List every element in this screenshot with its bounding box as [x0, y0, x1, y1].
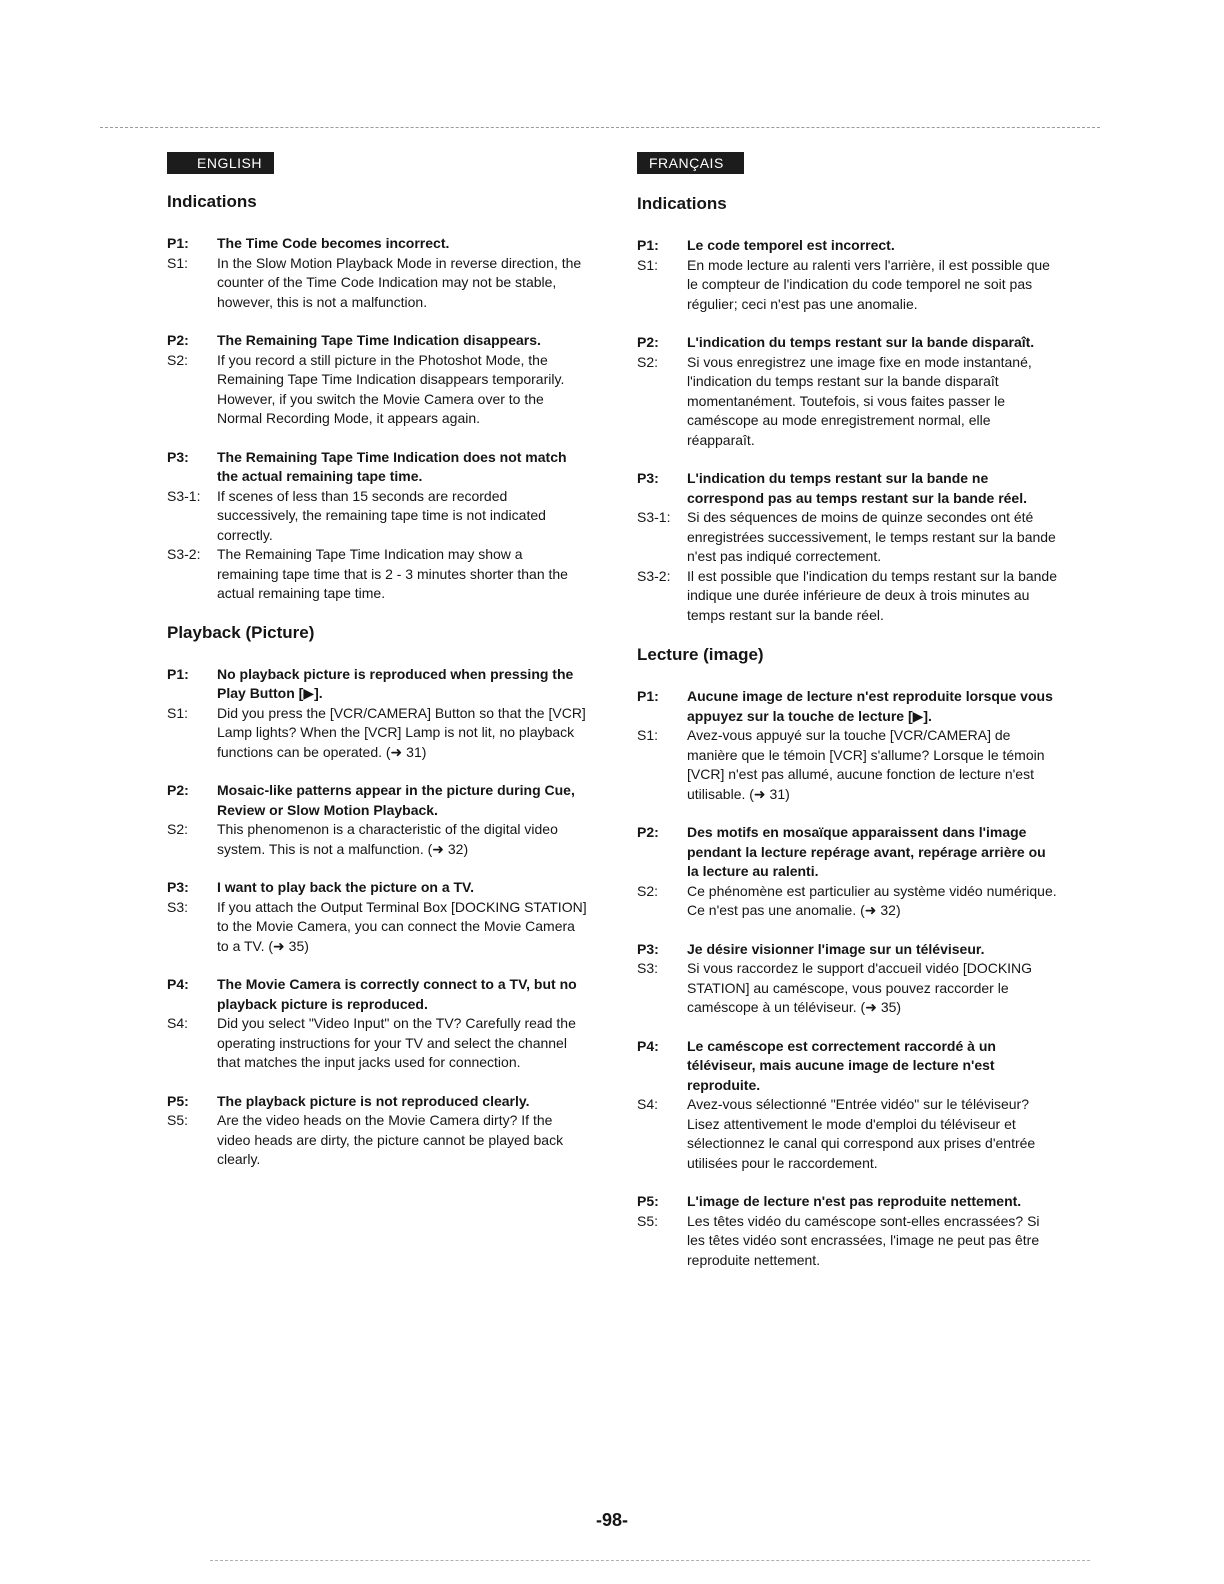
section-title: Lecture (image) [637, 645, 764, 664]
section [637, 645, 1057, 1270]
bottom-rule [210, 1560, 1090, 1561]
problem-text: The Remaining Tape Time Indication disappears. [217, 332, 541, 348]
problem-item [637, 940, 1057, 1018]
section-title: Playback (Picture) [167, 622, 315, 642]
problem-code: P5: [167, 1092, 189, 1109]
solution-text: Si vous enregistrez une image fixe en mode instantané, l'indication du temps restant sur la bande disparaît momentanément. Toutefois, si vous faites passer le caméscope au mode enregistrement normal, elle réapparaît. [687, 353, 1032, 448]
language-tab-french: FRANÇAIS [637, 152, 744, 174]
solution-text: Les têtes vidéo du caméscope sont-elles encrassées? Si les têtes vidéo sont encrassées, l'image ne peut pas être reproduite nettement. [687, 1212, 1040, 1268]
problem-row [167, 975, 587, 1014]
problem-row [167, 234, 587, 254]
solution-text: Il est possible que l'indication du temps restant sur la bande indique une durée inférieure de deux à trois minutes au temps restant sur la bande réel. [687, 567, 1058, 623]
solution-row [167, 1014, 587, 1073]
solution-code: S1: [637, 256, 659, 273]
problem-item [637, 1192, 1057, 1270]
solution-code: S1: [167, 704, 189, 721]
solution-text: This phenomenon is a characteristic of the digital video system. This is not a malfunction. (➜ 32) [217, 821, 558, 857]
section [637, 194, 1057, 625]
problem-text: Le caméscope est correctement raccordé à un téléviseur, mais aucune image de lecture n'est reproduite. [687, 1037, 996, 1093]
solution-text: Si vous raccordez le support d'accueil vidéo [DOCKING STATION] au caméscope, vous pouvez raccorder le caméscope à un téléviseur. (➜ 35) [687, 960, 1033, 1015]
problem-row [167, 781, 587, 820]
solution-row [167, 254, 587, 313]
problem-code: P2: [167, 782, 189, 798]
solution-row [167, 820, 587, 859]
problem-row [167, 1092, 587, 1112]
page-number: -98- [595, 1510, 628, 1530]
problem-code: P4: [167, 976, 189, 992]
problem-code: P1: [637, 688, 659, 704]
solution-row [167, 545, 587, 604]
problem-row [167, 665, 587, 704]
solution-text: The Remaining Tape Time Indication may show a remaining tape time that is 2 - 3 minutes shorter than the actual remaining tape time. [217, 546, 568, 601]
solution-code: S2: [167, 351, 189, 368]
problem-code: P5: [637, 1193, 659, 1209]
problem-item [637, 469, 1057, 625]
solution-row [167, 704, 587, 763]
section [167, 623, 587, 1170]
problem-item [637, 1037, 1057, 1174]
problem-row [637, 236, 1057, 256]
problem-item [167, 975, 587, 1073]
solution-text: If you record a still picture in the Photoshot Mode, the Remaining Tape Time Indication disappears temporarily. However, if you switch the Movie Camera over to the Normal Recording Mode, it appears again. [217, 351, 565, 426]
problem-code: P3: [167, 448, 189, 465]
problem-row [637, 1037, 1057, 1096]
problem-row [167, 448, 587, 487]
problem-text: L'indication du temps restant sur la bande disparaît. [687, 334, 1035, 350]
problem-row [637, 687, 1057, 726]
problem-text: The Movie Camera is correctly connect to a TV, but no playback picture is reproduced. [217, 976, 577, 1012]
problem-code: P2: [637, 824, 659, 840]
problem-text: Des motifs en mosaïque apparaissent dans l'image pendant la lecture repérage avant, repérage arrière ou la lecture au ralenti. [687, 824, 1046, 879]
solution-code: S1: [637, 727, 659, 743]
problem-code: P3: [637, 470, 659, 486]
problem-text: Mosaic-like patterns appear in the picture during Cue, Review or Slow Motion Playback. [217, 782, 575, 818]
solution-text: Si des séquences de moins de quinze secondes ont été enregistrées successivement, le temps restant sur la bande n'est pas indiqué correctement. [687, 509, 1056, 564]
problem-row [637, 823, 1057, 882]
solution-code: S3-2: [167, 546, 201, 562]
problem-item [637, 236, 1057, 314]
solution-row [167, 351, 587, 429]
section-title: Indications [167, 192, 257, 211]
solution-row [637, 256, 1057, 315]
solution-code: S3-2: [637, 567, 671, 584]
problem-code: P1: [167, 235, 189, 251]
problem-code: P1: [637, 237, 659, 253]
solution-text: Avez-vous appuyé sur la touche [VCR/CAMERA] de manière que le témoin [VCR] s'allume? Lorsque le témoin [VCR] n'est pas allumé, aucune fonction de lecture n'est utilisable. (➜ 31) [687, 727, 1045, 802]
solution-text: Avez-vous sélectionné "Entrée vidéo" sur le téléviseur? Lisez attentivement le mode d'emploi du téléviseur et sélectionnez le canal qui correspond aux prises d'entrée utilisées pour le raccordement. [687, 1096, 1036, 1171]
problem-text: The playback picture is not reproduced clearly. [217, 1092, 530, 1109]
problem-row [637, 333, 1057, 353]
problem-text: The Remaining Tape Time Indication does not match the actual remaining tape time. [217, 448, 567, 484]
solution-row [167, 1111, 587, 1170]
solution-row [167, 487, 587, 546]
solution-text: If you attach the Output Terminal Box [DOCKING STATION] to the Movie Camera, you can connect the Movie Camera to a TV. (➜ 35) [217, 898, 587, 954]
problem-code: P3: [167, 879, 189, 895]
solution-code: S3-1: [637, 509, 671, 525]
problem-row [637, 469, 1057, 508]
solution-code: S5: [167, 1112, 189, 1128]
problem-text: Le code temporel est incorrect. [687, 237, 895, 253]
solution-row [637, 508, 1057, 567]
problem-text: I want to play back the picture on a TV. [217, 879, 474, 895]
problem-item [637, 687, 1057, 804]
solution-text: In the Slow Motion Playback Mode in reverse direction, the counter of the Time Code Indication may not be stable, however, this is not a malfunction. [217, 254, 582, 310]
solution-code: S4: [167, 1015, 189, 1031]
solution-row [637, 726, 1057, 804]
solution-row [637, 959, 1057, 1018]
solution-text: Ce phénomène est particulier au système vidéo numérique. Ce n'est pas une anomalie. (➜ 32) [687, 882, 1057, 918]
english-column [167, 152, 587, 1189]
problem-row [167, 878, 587, 898]
solution-code: S2: [637, 353, 659, 370]
solution-row [637, 882, 1057, 921]
problem-item [637, 823, 1057, 921]
solution-row [637, 1212, 1057, 1271]
problem-row [637, 1192, 1057, 1212]
problem-code: P2: [637, 334, 659, 350]
section [167, 192, 587, 604]
solution-text: Did you select "Video Input" on the TV? Carefully read the operating instructions for your TV and select the channel that matches the input jacks used for connection. [217, 1015, 576, 1070]
solution-code: S3-1: [167, 487, 201, 504]
problem-item [167, 781, 587, 859]
problem-text: The Time Code becomes incorrect. [217, 235, 450, 251]
top-rule [100, 127, 1100, 128]
problem-text: L'image de lecture n'est pas reproduite nettement. [687, 1193, 1022, 1209]
solution-row [637, 567, 1057, 626]
problem-item [167, 331, 587, 429]
problem-code: P3: [637, 940, 659, 957]
solution-code: S3: [637, 960, 659, 976]
problem-code: P1: [167, 665, 189, 682]
problem-code: P2: [167, 332, 189, 348]
solution-text: If scenes of less than 15 seconds are recorded successively, the remaining tape time is not indicated correctly. [217, 487, 546, 543]
problem-text: Aucune image de lecture n'est reproduite lorsque vous appuyez sur la touche de lecture [▶]. [687, 688, 1053, 724]
french-column [637, 152, 1057, 1289]
problem-code: P4: [637, 1037, 659, 1054]
problem-row [637, 940, 1057, 960]
solution-text: Are the video heads on the Movie Camera dirty? If the video heads are dirty, the picture cannot be played back clearly. [217, 1112, 564, 1167]
english-sections [167, 192, 587, 1170]
problem-text: No playback picture is reproduced when pressing the Play Button [▶]. [217, 665, 574, 701]
problem-item [167, 878, 587, 956]
language-tab-english: ENGLISH [167, 152, 274, 174]
solution-text: En mode lecture au ralenti vers l'arrière, il est possible que le compteur de l'indication du code temporel ne soit pas régulier; ceci n'est pas une anomalie. [687, 256, 1050, 312]
solution-code: S2: [167, 821, 189, 837]
solution-row [637, 1095, 1057, 1173]
solution-code: S5: [637, 1212, 659, 1229]
problem-item [167, 448, 587, 604]
solution-row [167, 898, 587, 957]
solution-code: S3: [167, 898, 189, 915]
problem-item [167, 234, 587, 312]
problem-item [167, 1092, 587, 1170]
problem-item [167, 665, 587, 763]
problem-text: L'indication du temps restant sur la bande ne correspond pas au temps restant sur la bande réel. [687, 470, 1027, 506]
solution-text: Did you press the [VCR/CAMERA] Button so that the [VCR] Lamp lights? When the [VCR] Lamp is not lit, no playback functions can be operated. (➜ 31) [217, 704, 586, 760]
french-sections [637, 194, 1057, 1270]
solution-code: S1: [167, 254, 189, 271]
solution-code: S4: [637, 1096, 659, 1112]
solution-row [637, 353, 1057, 451]
section-title: Indications [637, 194, 727, 213]
solution-code: S2: [637, 882, 659, 899]
problem-item [637, 333, 1057, 450]
problem-row [167, 331, 587, 351]
problem-text: Je désire visionner l'image sur un téléviseur. [687, 940, 985, 957]
